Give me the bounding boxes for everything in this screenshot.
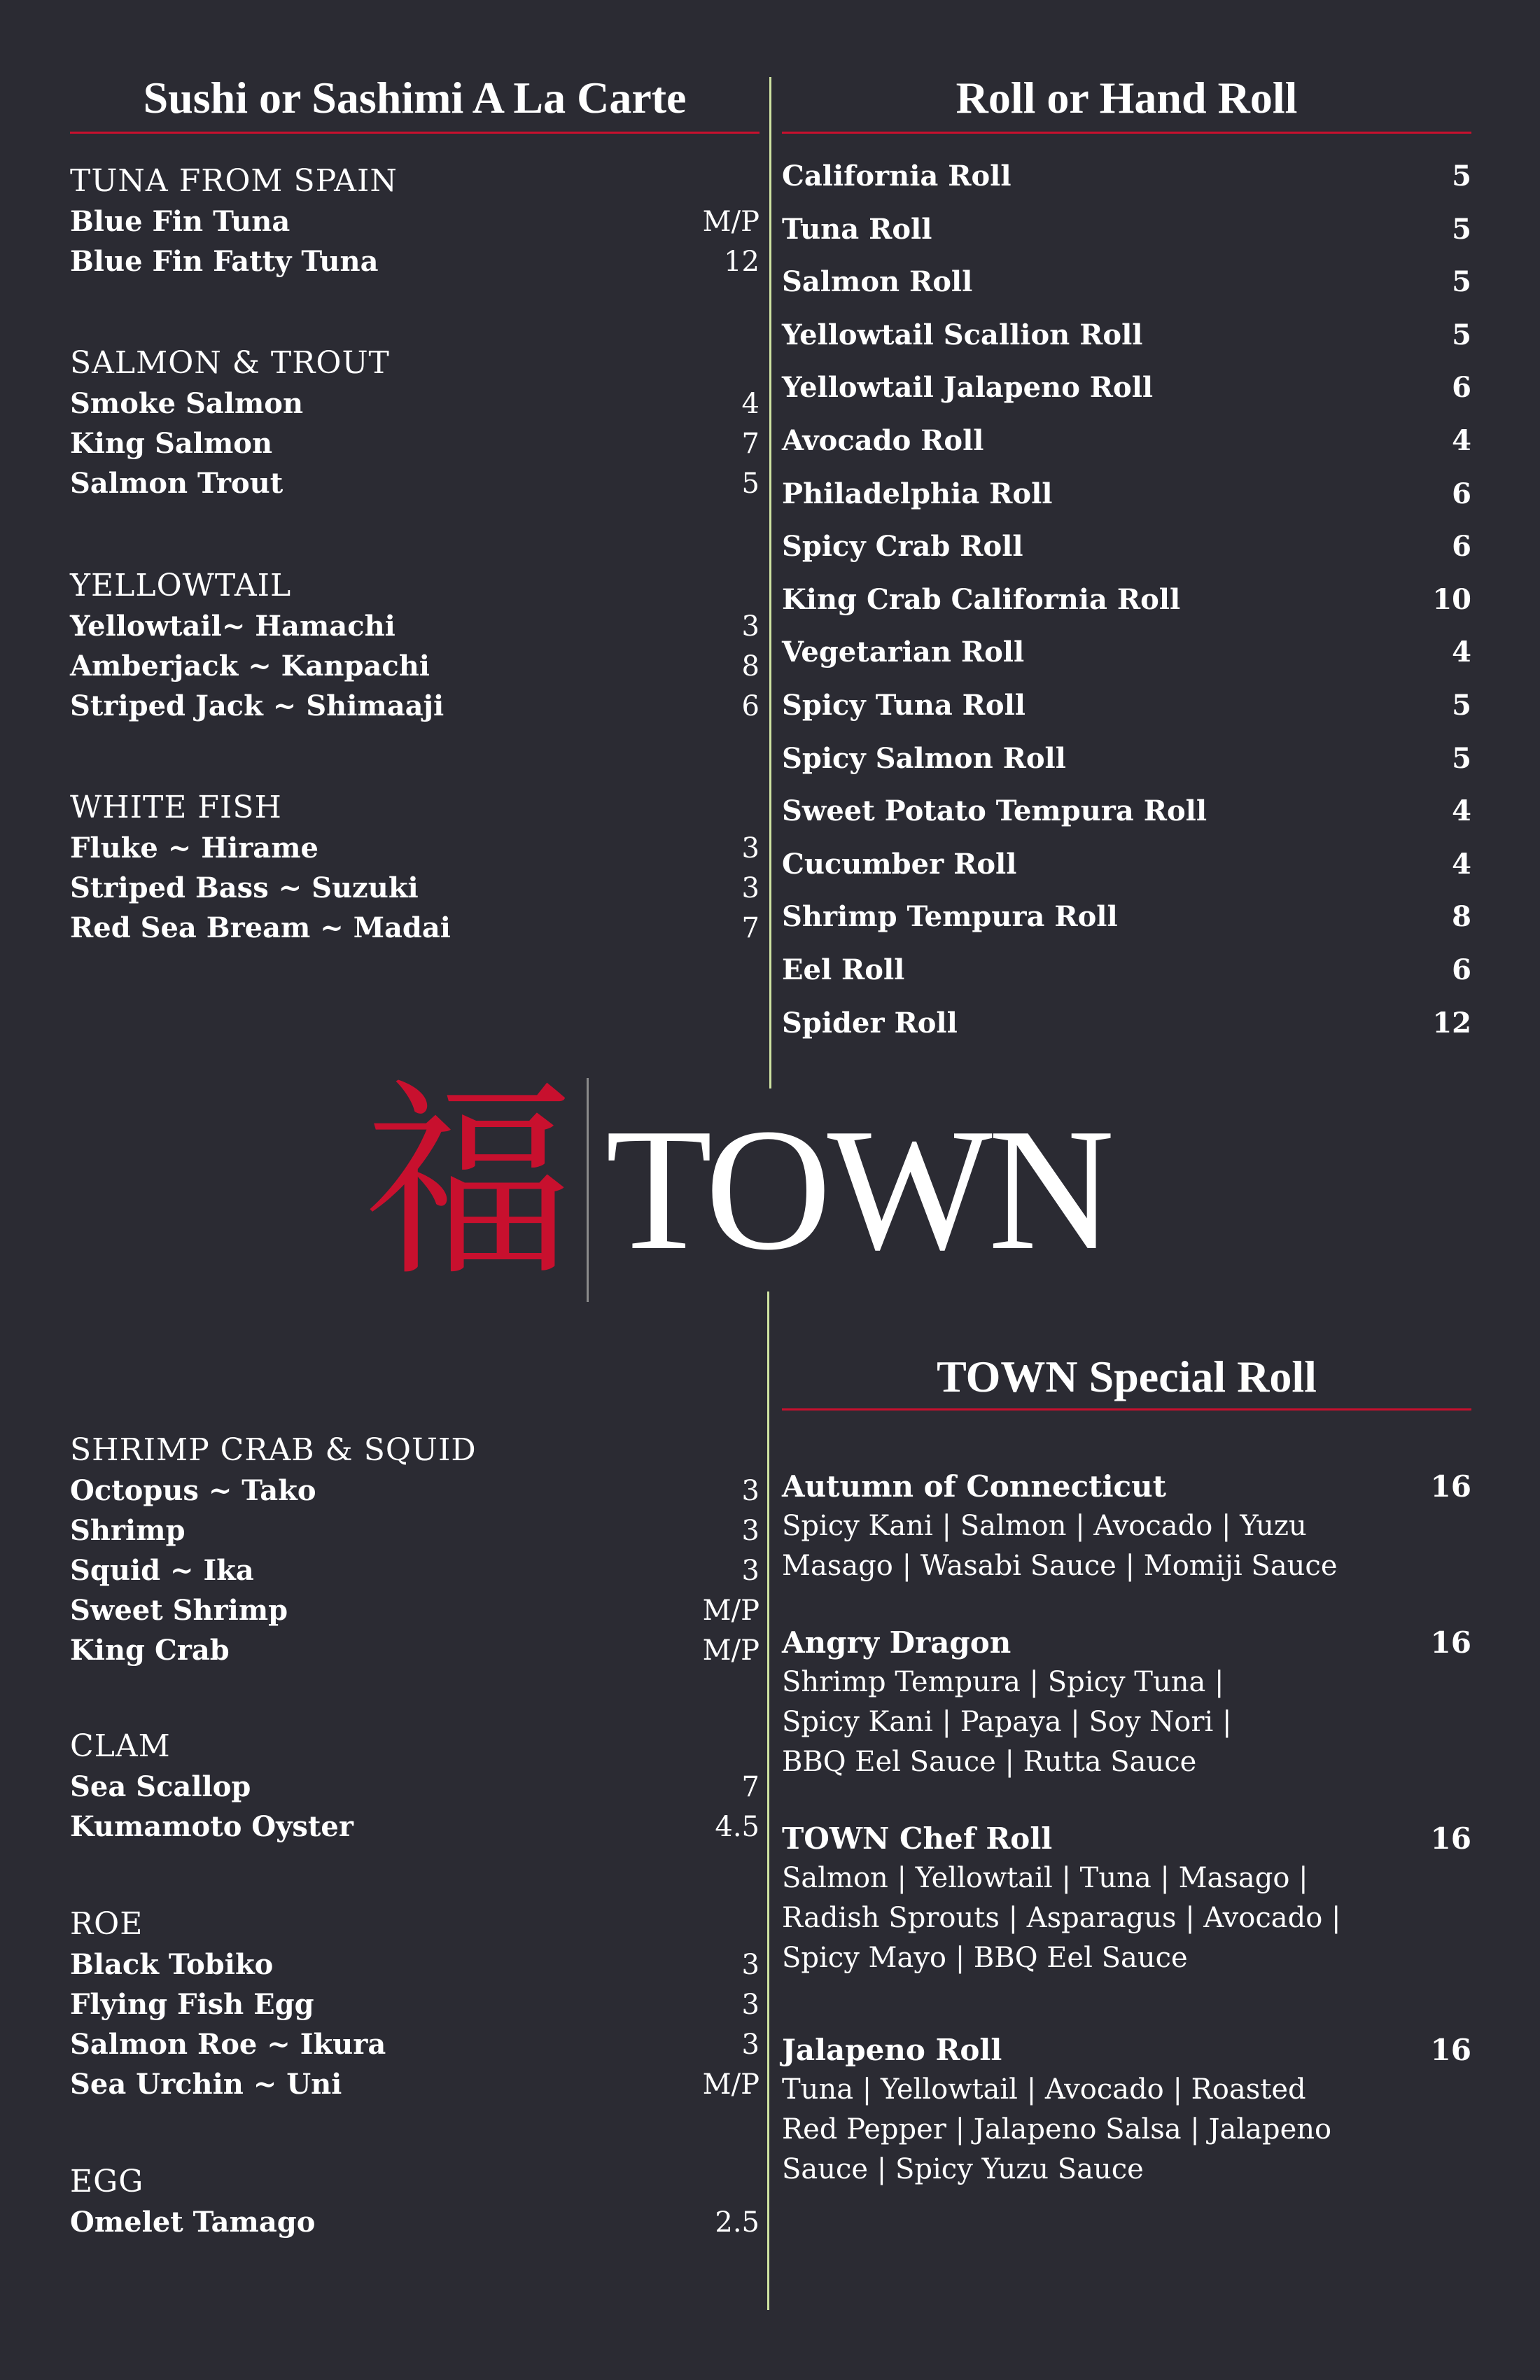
special-roll-name: Angry Dragon (782, 1625, 1011, 1660)
special-roll-name: TOWN Chef Roll (782, 1821, 1053, 1856)
menu-item (70, 1984, 760, 2024)
roll-price: 4 (1452, 794, 1471, 828)
item-name: Blue Fin Tuna (70, 205, 290, 238)
menu-item (70, 1767, 760, 1807)
item-price: 3 (741, 2029, 760, 2061)
roll-price: 4 (1452, 847, 1471, 881)
item-name: Shrimp (70, 1514, 186, 1547)
item-name: Amberjack ~ Kanpachi (70, 650, 430, 682)
menu-item (70, 1550, 760, 1590)
roll-name: Salmon Roll (782, 265, 973, 299)
special-roll-price: 16 (1430, 2033, 1471, 2067)
special-roll-description: Tuna | Yellowtail | Avocado | Roasted Red Pepper | Jalapeno Salsa | Jalapeno Sauce | Spicy Yuzu Sauce (782, 2073, 1332, 2185)
item-price: 8 (741, 650, 760, 682)
roll-price: 4 (1452, 636, 1471, 669)
roll-price: 5 (1452, 688, 1471, 722)
menu-item (70, 908, 760, 948)
roll-title-rule (782, 132, 1471, 134)
roll-price: 5 (1452, 160, 1471, 192)
roll-item (782, 526, 1471, 579)
item-price: 12 (724, 246, 760, 278)
item-price: 3 (741, 1989, 760, 2021)
menu-item (70, 646, 760, 686)
roll-name: Cucumber Roll (782, 847, 1017, 881)
sushi-section-egg (70, 2162, 760, 2242)
item-price: 3 (741, 832, 760, 864)
item-price: 3 (741, 872, 760, 904)
special-roll (782, 2030, 1471, 2190)
roll-name: King Crab California Roll (782, 582, 1181, 616)
menu-item (70, 2064, 760, 2104)
item-name: Black Tobiko (70, 1948, 274, 1981)
item-price: 3 (741, 1949, 760, 1981)
item-price: 4 (741, 388, 760, 420)
sushi-section-clam (70, 1726, 760, 1847)
menu-item (70, 202, 760, 241)
special-roll-name: Jalapeno Roll (782, 2033, 1002, 2067)
roll-list (782, 155, 1471, 1055)
item-price: 6 (741, 690, 760, 722)
special-roll-description: Shrimp Tempura | Spicy Tuna | Spicy Kani | Papaya | Soy Nori | BBQ Eel Sauce | Rutta Sauce (782, 1666, 1232, 1778)
menu-item (70, 1511, 760, 1550)
special-roll-header (782, 1466, 1471, 1506)
roll-item (782, 1002, 1471, 1056)
sushi-section-tuna (70, 161, 760, 281)
item-name: Smoke Salmon (70, 387, 304, 420)
sushi-title-rule (70, 132, 760, 134)
sushi-section-heading: SHRIMP CRAB & SQUID (70, 1432, 477, 1468)
item-price: 7 (741, 428, 760, 460)
sushi-section-heading: YELLOWTAIL (70, 568, 292, 603)
roll-item (782, 631, 1471, 685)
roll-price: 10 (1432, 582, 1471, 616)
roll-price: 6 (1452, 371, 1471, 405)
sushi-section-heading: SALMON & TROUT (70, 345, 390, 381)
menu-item (70, 1590, 760, 1630)
roll-section-title: Roll or Hand Roll (955, 73, 1298, 122)
roll-price: 5 (1452, 741, 1471, 775)
sushi-section-heading: ROE (70, 1906, 144, 1942)
item-name: Octopus ~ Tako (70, 1474, 316, 1507)
sushi-section-shrimp-crab-squid (70, 1430, 760, 1670)
town-logo-wordmark: TOWN (606, 1093, 1111, 1287)
roll-name: Yellowtail Scallion Roll (782, 318, 1143, 351)
item-price: 4.5 (715, 1811, 760, 1843)
special-roll-header (782, 2030, 1471, 2070)
roll-price: 6 (1452, 477, 1471, 510)
roll-item (782, 949, 1471, 1002)
roll-name: Tuna Roll (782, 212, 932, 246)
special-roll-header (782, 1819, 1471, 1858)
item-name: Striped Jack ~ Shimaaji (70, 690, 444, 722)
roll-name: Shrimp Tempura Roll (782, 900, 1118, 934)
sushi-section-roe (70, 1904, 760, 2104)
special-roll-name: Autumn of Connecticut (782, 1469, 1167, 1504)
item-price: 3 (741, 1515, 760, 1547)
special-roll-description: Salmon | Yellowtail | Tuna | Masago | Radish Sprouts | Asparagus | Avocado | Spicy Mayo | BBQ Eel Sauce (782, 1862, 1341, 1974)
roll-item (782, 896, 1471, 949)
item-name: Yellowtail~ Hamachi (70, 610, 396, 643)
special-roll-price: 16 (1430, 1625, 1471, 1660)
item-price: 5 (741, 468, 760, 500)
item-price: 3 (741, 1555, 760, 1587)
menu-item (70, 1807, 760, 1847)
item-price: 7 (741, 1771, 760, 1803)
roll-item (782, 738, 1471, 791)
menu-item (70, 1471, 760, 1511)
menu-item (70, 606, 760, 646)
roll-item (782, 314, 1471, 368)
item-price: 2.5 (715, 2206, 760, 2239)
sushi-section-heading: WHITE FISH (70, 790, 282, 825)
roll-item (782, 367, 1471, 420)
menu-item (70, 463, 760, 503)
roll-name: Spicy Crab Roll (782, 530, 1023, 564)
item-name: Striped Bass ~ Suzuki (70, 872, 419, 904)
item-name: Omelet Tamago (70, 2206, 316, 2239)
roll-name: Vegetarian Roll (782, 636, 1025, 669)
item-name: Sweet Shrimp (70, 1594, 288, 1627)
item-name: King Crab (70, 1634, 230, 1667)
roll-item (782, 473, 1471, 526)
item-name: Salmon Roe ~ Ikura (70, 2028, 386, 2061)
item-name: Sea Scallop (70, 1770, 251, 1803)
menu-item (70, 424, 760, 463)
item-price: M/P (702, 206, 760, 238)
roll-item (782, 209, 1471, 262)
roll-name: Spicy Tuna Roll (782, 688, 1026, 722)
roll-name: Avocado Roll (782, 424, 984, 457)
menu-item (70, 384, 760, 424)
sushi-section-yellowtail (70, 566, 760, 726)
roll-item (782, 790, 1471, 844)
special-roll (782, 1819, 1471, 1978)
roll-price: 5 (1452, 265, 1471, 299)
item-price: M/P (702, 1634, 760, 1667)
menu-item (70, 1630, 760, 1670)
special-roll-price: 16 (1430, 1469, 1471, 1504)
menu-item (70, 1945, 760, 1984)
item-name: King Salmon (70, 427, 273, 460)
item-name: Fluke ~ Hirame (70, 832, 318, 864)
special-title-rule (782, 1408, 1471, 1410)
special-roll-description: Spicy Kani | Salmon | Avocado | Yuzu Masago | Wasabi Sauce | Momiji Sauce (782, 1510, 1338, 1582)
logo-divider (587, 1078, 589, 1302)
item-price: 3 (741, 1475, 760, 1507)
menu-item (70, 828, 760, 868)
item-name: Blue Fin Fatty Tuna (70, 245, 379, 278)
item-name: Kumamoto Oyster (70, 1810, 354, 1843)
sushi-section-heading: CLAM (70, 1728, 171, 1764)
fu-logo-glyph: 福 (364, 1060, 574, 1305)
special-roll-price: 16 (1430, 1821, 1471, 1856)
menu-item (70, 2202, 760, 2242)
sushi-section-white-fish (70, 788, 760, 948)
item-name: Sea Urchin ~ Uni (70, 2068, 342, 2101)
roll-item (782, 155, 1471, 209)
menu-item (70, 2024, 760, 2064)
roll-item (782, 579, 1471, 632)
sushi-section-heading: EGG (70, 2164, 144, 2199)
roll-item (782, 261, 1471, 314)
item-price: M/P (702, 1595, 760, 1627)
roll-price: 4 (1452, 424, 1471, 457)
roll-name: Spicy Salmon Roll (782, 741, 1066, 775)
item-price: M/P (702, 2068, 760, 2101)
top-column-divider (769, 77, 771, 1088)
roll-price: 12 (1432, 1006, 1471, 1040)
roll-name: Yellowtail Jalapeno Roll (782, 371, 1154, 405)
item-price: 7 (741, 912, 760, 944)
roll-item (782, 685, 1471, 738)
item-price: 3 (741, 610, 760, 643)
roll-price: 5 (1452, 318, 1471, 351)
roll-price: 6 (1452, 953, 1471, 986)
special-section-title: TOWN Special Roll (937, 1352, 1317, 1401)
roll-item (782, 844, 1471, 897)
roll-price: 6 (1452, 530, 1471, 564)
roll-price: 5 (1452, 212, 1471, 246)
special-roll-header (782, 1623, 1471, 1662)
roll-name: Sweet Potato Tempura Roll (782, 794, 1208, 828)
item-name: Flying Fish Egg (70, 1988, 314, 2021)
menu-item (70, 686, 760, 726)
special-roll (782, 1623, 1471, 1782)
roll-name: Philadelphia Roll (782, 477, 1053, 510)
menu-item (70, 868, 760, 908)
sushi-section-heading: TUNA FROM SPAIN (70, 163, 398, 199)
roll-name: Eel Roll (782, 953, 905, 986)
sushi-section-salmon (70, 343, 760, 503)
roll-item (782, 420, 1471, 473)
item-name: Squid ~ Ika (70, 1554, 254, 1587)
menu-item (70, 241, 760, 281)
roll-name: Spider Roll (782, 1006, 958, 1040)
roll-price: 8 (1452, 900, 1471, 934)
sushi-section-title: Sushi or Sashimi A La Carte (143, 73, 687, 122)
item-name: Red Sea Bream ~ Madai (70, 911, 451, 944)
item-name: Salmon Trout (70, 467, 284, 500)
bottom-column-divider (767, 1292, 769, 2310)
roll-name: California Roll (782, 160, 1011, 192)
special-roll (782, 1466, 1471, 1586)
